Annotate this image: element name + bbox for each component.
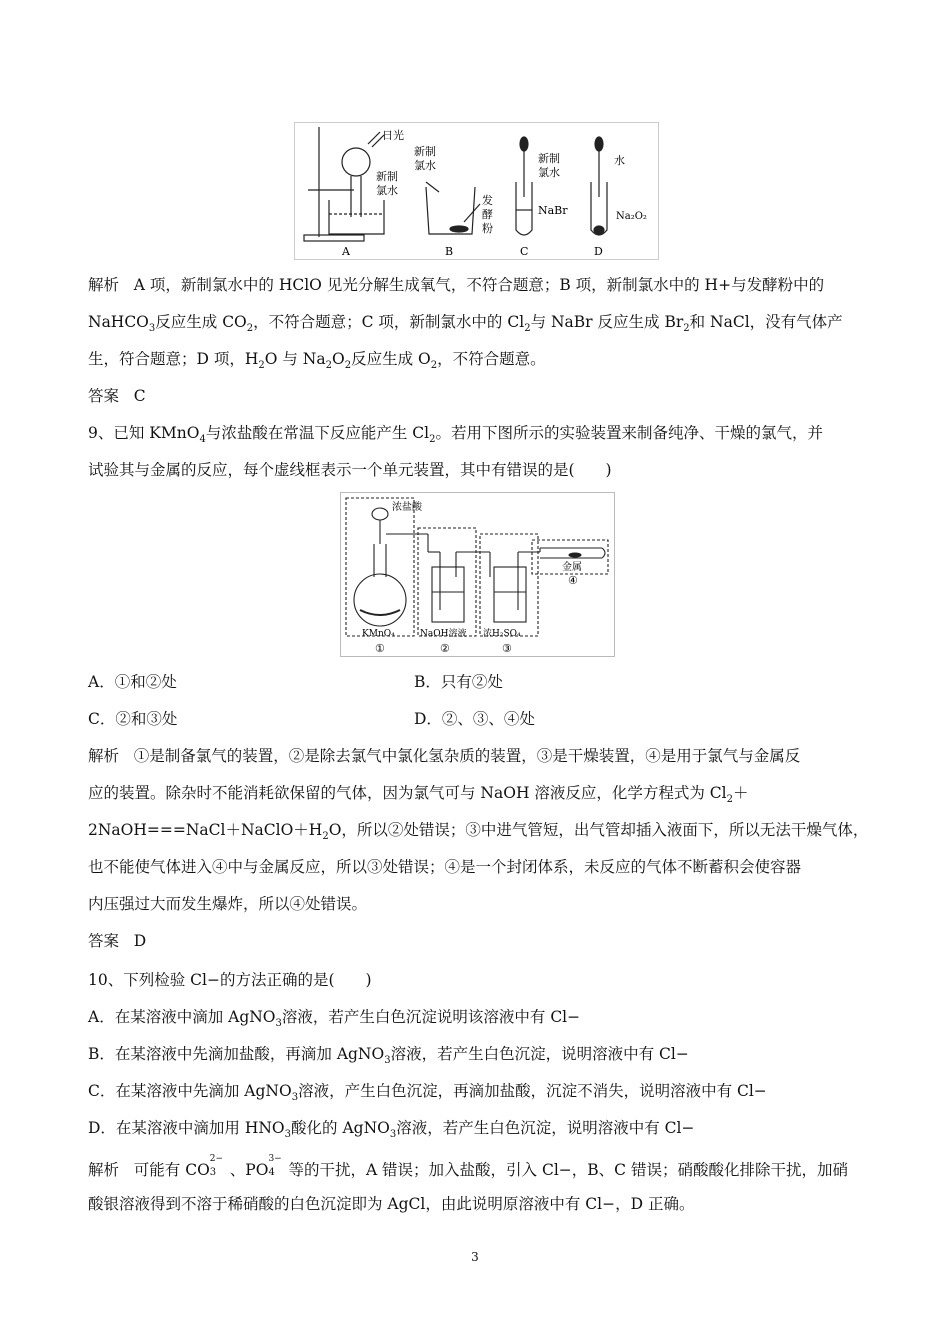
panel-a: A bbox=[342, 245, 350, 258]
q9-analysis-line1: 解析 ①是制备氯气的装置，②是除去氯气中氯化氢杂质的装置，③是干燥装置，④是用于氯气与金属反 bbox=[88, 747, 801, 765]
q9-analysis-line3: $2NaOH===NaCl+NaClO+H_2O$，所以②处错误；③中进气管短，出气管却插入液面下，所以无法干燥气体， bbox=[88, 821, 869, 842]
label-new-b: 新制 bbox=[414, 145, 436, 158]
label-kmno4: KMnO₄ bbox=[362, 629, 395, 639]
figure-chlorine-apparatus bbox=[340, 492, 615, 657]
q8-analysis-line2: NaHCO$_3$反应生成 $CO_2$，不符合题意；C 项，新制氯水中的 $Cl_2$与 NaBr 反应生成 $Br_2$和 NaCl，没有气体产 bbox=[88, 313, 843, 334]
label-conc-hcl: 浓盐酸 bbox=[392, 502, 422, 513]
q10-analysis-line2: 酸银溶液得到不溶于稀硝酸的白色沉淀即为 AgCl，由此说明原溶液中有 Cl−，D 正确。 bbox=[88, 1195, 695, 1213]
q9-answer: 答案 D bbox=[88, 932, 147, 950]
label-sunlight: 日光 bbox=[382, 129, 404, 142]
q9-stem-line2: 试验其与金属的反应，每个虚线框表示一个单元装置，其中有错误的是( ) bbox=[88, 461, 612, 479]
q10-stem: 10、下列检验 Cl−的方法正确的是( ) bbox=[88, 971, 372, 989]
unit-number-1: ① bbox=[375, 642, 385, 655]
q9-option-b: B．只有②处 bbox=[414, 673, 503, 691]
label-water: 水 bbox=[614, 154, 625, 167]
unit-number-4: ④ bbox=[568, 574, 578, 587]
answer-value: D bbox=[133, 932, 147, 950]
q10-option-a: A．在某溶液中滴加 AgNO$_3$溶液，若产生白色沉淀说明该溶液中有 Cl− bbox=[88, 1008, 581, 1029]
label-chlorine-water-c: 氯水 bbox=[538, 166, 560, 179]
label-nabr: NaBr bbox=[538, 204, 568, 217]
label-chlorine-water: 氯水 bbox=[376, 184, 398, 197]
q9-option-c: C．②和③处 bbox=[88, 710, 178, 728]
q9-option-d: D．②、③、④处 bbox=[414, 710, 535, 728]
panel-c: C bbox=[520, 245, 529, 258]
figure-chlorine-water-experiments bbox=[294, 122, 659, 260]
analysis-label: 解析 bbox=[88, 276, 120, 294]
label-chlorine-water-b: 氯水 bbox=[414, 159, 436, 172]
q9-analysis-line5: 内压强过大而发生爆炸，所以④处错误。 bbox=[88, 895, 368, 913]
unit-number-2: ② bbox=[440, 642, 450, 655]
q8-analysis-line1: 解析 A 项，新制氯水中的 HClO 见光分解生成氧气，不符合题意；B 项，新制氯水中的 H+与发酵粉中的 bbox=[88, 276, 825, 294]
label-metal: 金属 bbox=[562, 562, 582, 573]
q8-answer: 答案 C bbox=[88, 387, 146, 405]
label-new: 新制 bbox=[376, 170, 398, 183]
label-yeast-2: 酵 bbox=[482, 208, 493, 221]
answer-value: C bbox=[133, 387, 146, 405]
label-naoh-solution: NaOH溶液 bbox=[420, 629, 467, 639]
unit-number-3: ③ bbox=[502, 642, 512, 655]
label-conc-h2so4: 浓H₂SO₄ bbox=[483, 629, 521, 639]
q9-analysis-line2: 应的装置。除杂时不能消耗欲保留的气体，因为氯气可与 NaOH 溶液反应，化学方程式为 $Cl_2+$ bbox=[88, 784, 749, 805]
q8-analysis-line3: 生，符合题意；D 项，$H_2O$ 与 $Na_2O_2$反应生成 $O_2$，不符合题意。 bbox=[88, 350, 546, 371]
label-yeast-1: 发 bbox=[482, 194, 493, 207]
label-na2o2: Na₂O₂ bbox=[616, 211, 647, 222]
q9-stem-line1: 9、已知 KMnO$_4$与浓盐酸在常温下反应能产生 $Cl_2$。若用下图所示的实验装置来制备纯净、干燥的氯气，并 bbox=[88, 424, 823, 445]
panel-d: D bbox=[594, 245, 603, 258]
q10-option-b: B．在某溶液中先滴加盐酸，再滴加 AgNO$_3$溶液，若产生白色沉淀，说明溶液中有 Cl− bbox=[88, 1045, 689, 1066]
q10-analysis-line1: 解析 可能有 CO 2− 3 、PO 3− 4 等的干扰，A 错误；加入盐酸，引入 Cl−，B、C 错误；硝酸酸化排除干扰，加硝 bbox=[88, 1154, 848, 1179]
q9-option-a: A．①和②处 bbox=[88, 673, 177, 691]
label-new-c: 新制 bbox=[538, 152, 560, 165]
q9-analysis-line4: 也不能使气体进入④中与金属反应，所以③处错误；④是一个封闭体系，未反应的气体不断蓄积会使容器 bbox=[88, 858, 802, 876]
q10-option-c: C．在某溶液中先滴加 AgNO$_3$溶液，产生白色沉淀，再滴加盐酸，沉淀不消失，说明溶液中有 Cl− bbox=[88, 1082, 767, 1103]
page-number: 3 bbox=[471, 1250, 479, 1264]
q10-option-d: D．在某溶液中滴加用 $HNO_3$酸化的 AgNO$_3$溶液，若产生白色沉淀，说明溶液中有 Cl− bbox=[88, 1119, 695, 1140]
label-yeast-3: 粉 bbox=[482, 222, 493, 235]
panel-b: B bbox=[445, 245, 454, 258]
